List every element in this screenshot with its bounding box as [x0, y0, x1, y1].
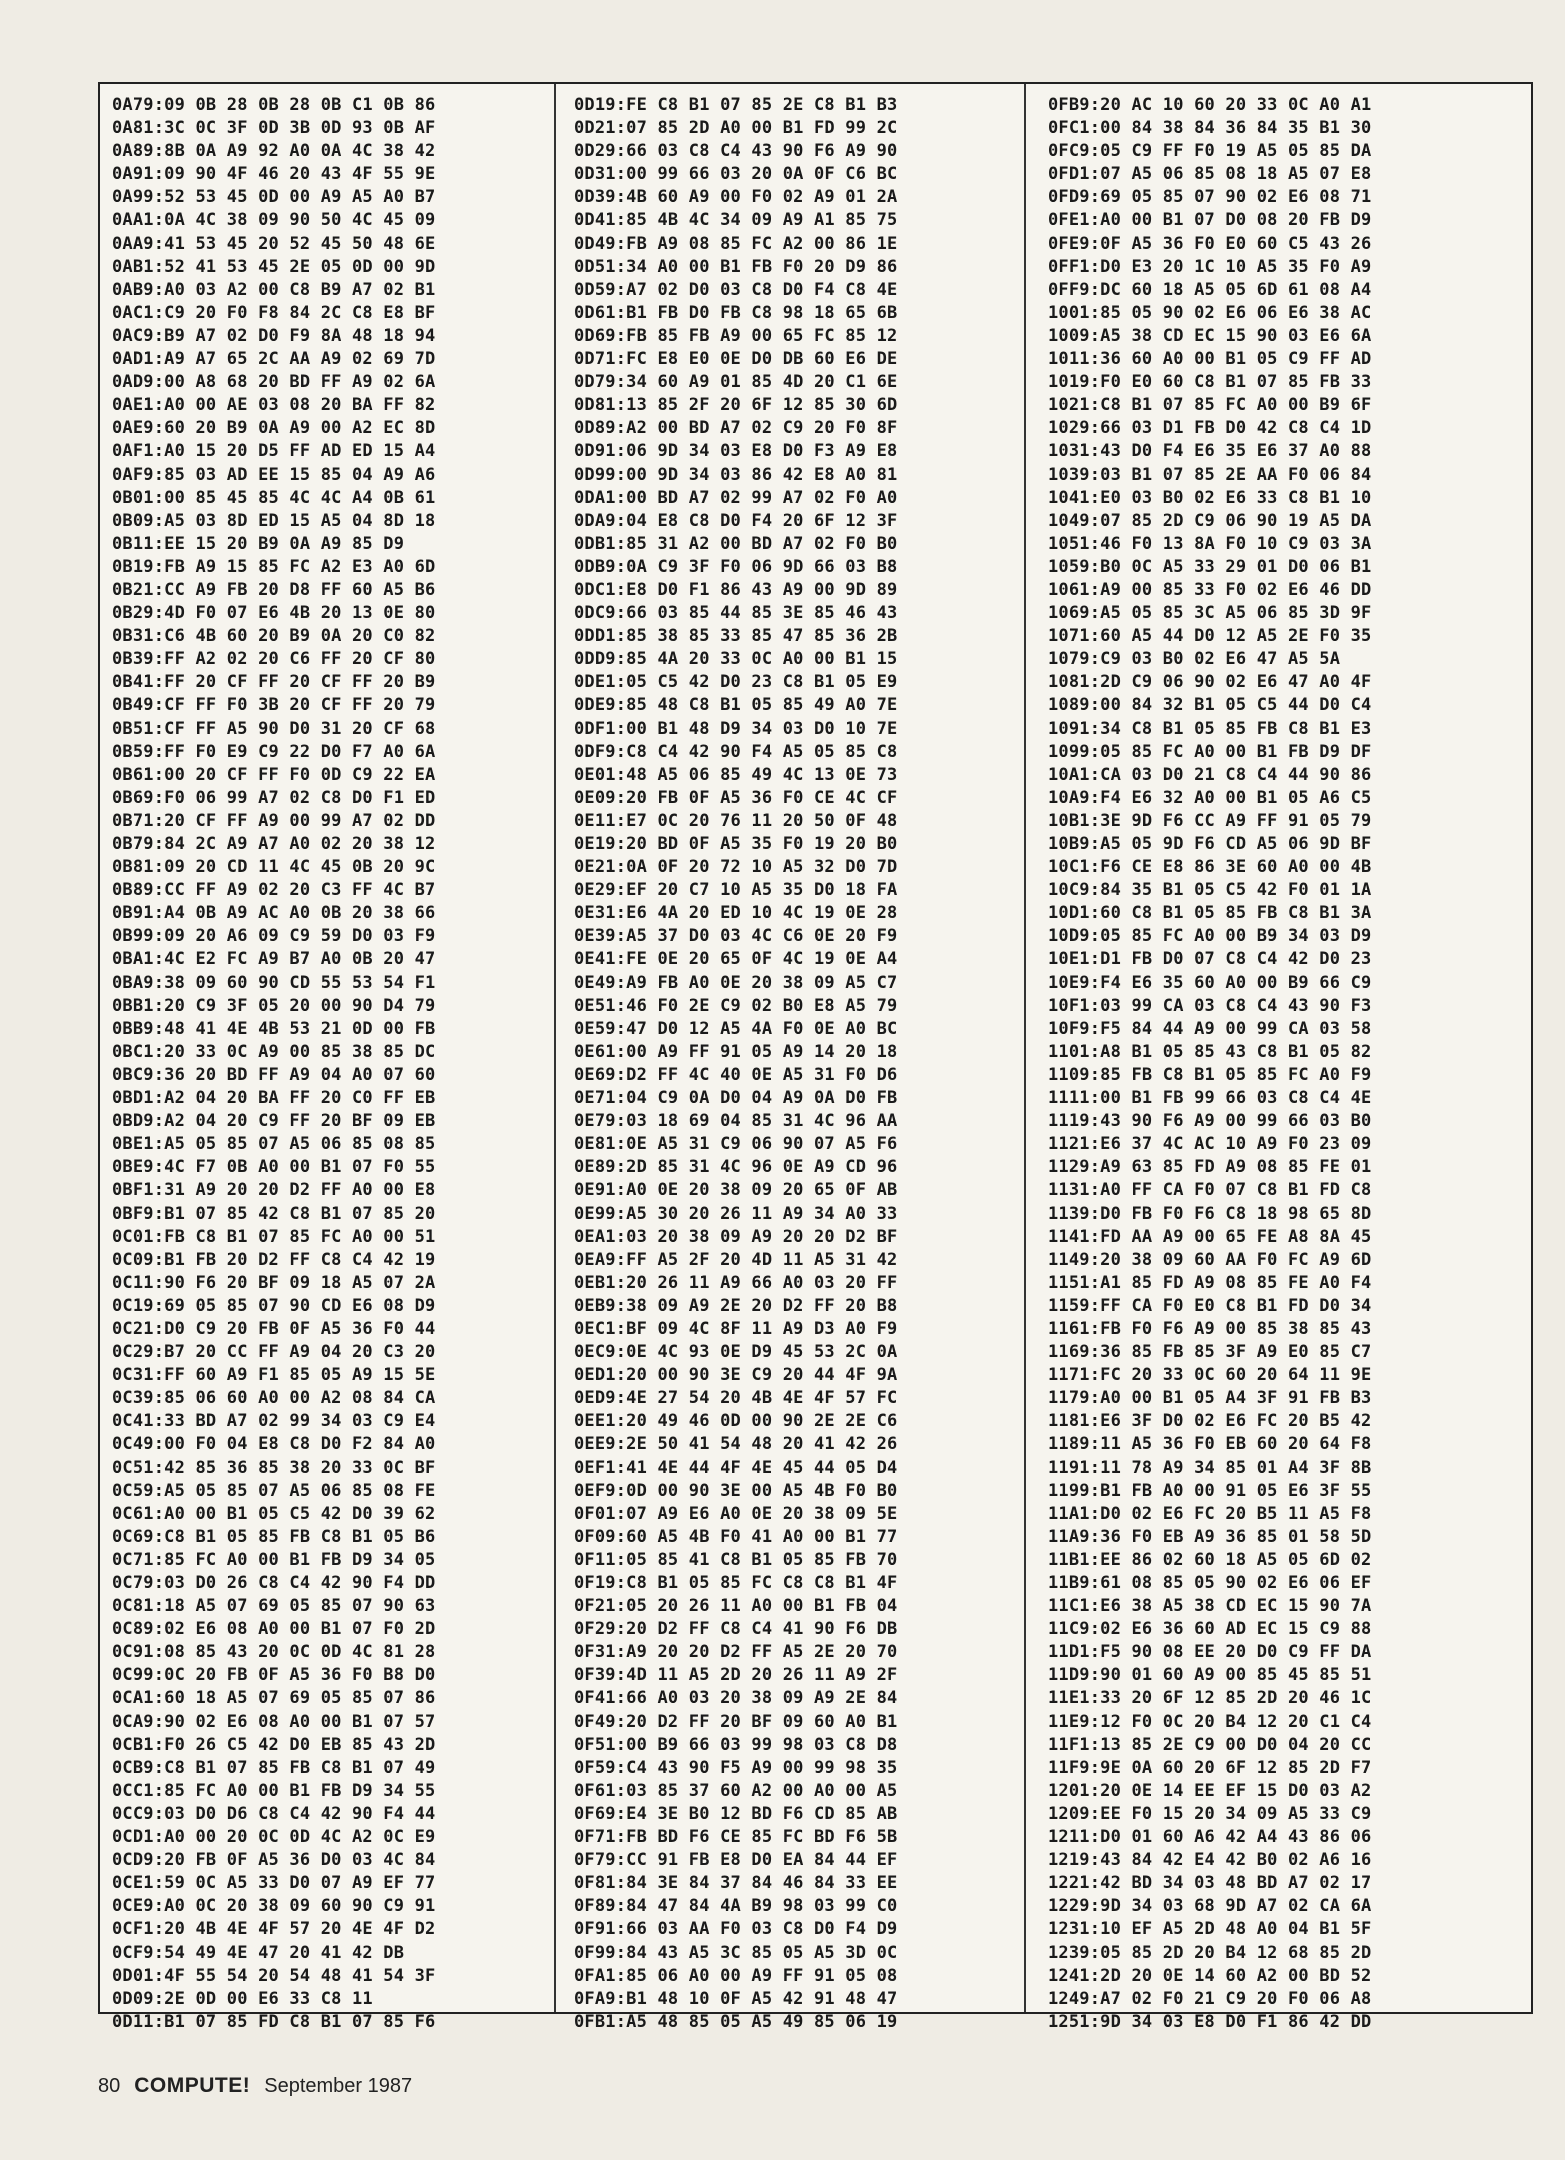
- listing-line: 0EE1:20 49 46 0D 00 90 2E 2E C6: [574, 1411, 898, 1432]
- listing-line: 0A89:8B 0A A9 92 A0 0A 4C 38 42: [112, 141, 436, 162]
- listing-line: 0EF1:41 4E 44 4F 4E 45 44 05 D4: [574, 1457, 898, 1478]
- listing-line: 0DA1:00 BD A7 02 99 A7 02 F0 A0: [574, 487, 898, 508]
- listing-line: 0F41:66 A0 03 20 38 09 A9 2E 84: [574, 1688, 898, 1709]
- listing-line: 0BE1:A5 05 85 07 A5 06 85 08 85: [112, 1134, 436, 1155]
- listing-line: 0ED9:4E 27 54 20 4B 4E 4F 57 FC: [574, 1388, 898, 1409]
- listing-line: 0EB1:20 26 11 A9 66 A0 03 20 FF: [574, 1272, 898, 1293]
- page-footer: [98, 2074, 412, 2098]
- listing-line: 10E9:F4 E6 35 60 A0 00 B9 66 C9: [1048, 972, 1372, 993]
- listing-line: 0E49:A9 FB A0 0E 20 38 09 A5 C7: [574, 972, 898, 993]
- listing-line: 0F19:C8 B1 05 85 FC C8 C8 B1 4F: [574, 1573, 898, 1593]
- listing-line: 0AA1:0A 4C 38 09 90 50 4C 45 09: [112, 210, 436, 231]
- listing-line: 11F1:13 85 2E C9 00 D0 04 20 CC: [1048, 1734, 1372, 1755]
- listing-line: 10E1:D1 FB D0 07 C8 C4 42 D0 23: [1048, 949, 1372, 970]
- listing-line: 0D19:FE C8 B1 07 85 2E C8 B1 B3: [574, 95, 898, 115]
- listing-line: 0E51:46 F0 2E C9 02 B0 E8 A5 79: [574, 995, 898, 1016]
- listing-line: 0FC1:00 84 38 84 36 84 35 B1 30: [1048, 118, 1372, 139]
- listing-line: 0D09:2E 0D 00 E6 33 C8 11: [112, 1988, 373, 2009]
- listing-line: 1241:2D 20 0E 14 60 A2 00 BD 52: [1048, 1965, 1372, 1986]
- listing-line: 0DC1:E8 D0 F1 86 43 A9 00 9D 89: [574, 579, 898, 600]
- listing-line: 1151:A1 85 FD A9 08 85 FE A0 F4: [1048, 1272, 1372, 1293]
- listing-line: 1209:EE F0 15 20 34 09 A5 33 C9: [1048, 1803, 1372, 1824]
- listing-line: 0E99:A5 30 20 26 11 A9 34 A0 33: [574, 1203, 898, 1224]
- listing-line: 0CD1:A0 00 20 0C 0D 4C A2 0C E9: [112, 1827, 436, 1848]
- listing-line: 0D11:B1 07 85 FD C8 B1 07 85 F6: [112, 2011, 436, 2032]
- listing-line: 0BA1:4C E2 FC A9 B7 A0 0B 20 47: [112, 949, 436, 970]
- listing-line: 0DF9:C8 C4 42 90 F4 A5 05 85 C8: [574, 741, 898, 762]
- listing-line: 0DB1:85 31 A2 00 BD A7 02 F0 B0: [574, 533, 898, 554]
- listing-line: 0CB9:C8 B1 07 85 FB C8 B1 07 49: [112, 1757, 436, 1778]
- listing-line: 0BD1:A2 04 20 BA FF 20 C0 FF EB: [112, 1088, 436, 1109]
- listing-line: 0B61:00 20 CF FF F0 0D C9 22 EA: [112, 764, 436, 785]
- listing-line: 11C9:02 E6 36 60 AD EC 15 C9 88: [1048, 1619, 1372, 1640]
- listing-line: 1249:A7 02 F0 21 C9 20 F0 06 A8: [1048, 1988, 1372, 2009]
- listing-line: 0D99:00 9D 34 03 86 42 E8 A0 81: [574, 464, 898, 485]
- listing-line: 1219:43 84 42 E4 42 B0 02 A6 16: [1048, 1850, 1372, 1871]
- listing-line: 0F91:66 03 AA F0 03 C8 D0 F4 D9: [574, 1919, 898, 1940]
- listing-line: 0B51:CF FF A5 90 D0 31 20 CF 68: [112, 718, 436, 739]
- listing-line: 1131:A0 FF CA F0 07 C8 B1 FD C8: [1048, 1180, 1372, 1201]
- listing-line: 0AC9:B9 A7 02 D0 F9 8A 48 18 94: [112, 325, 436, 346]
- listing-line: 0F89:84 47 84 4A B9 98 03 99 C0: [574, 1896, 898, 1917]
- listing-line: 0AF1:A0 15 20 D5 FF AD ED 15 A4: [112, 441, 436, 462]
- listing-line: 0D29:66 03 C8 C4 43 90 F6 A9 90: [574, 141, 898, 162]
- listing-line: 0E59:47 D0 12 A5 4A F0 0E A0 BC: [574, 1018, 898, 1039]
- listing-line: 0CE9:A0 0C 20 38 09 60 90 C9 91: [112, 1896, 436, 1917]
- listing-line: 0B29:4D F0 07 E6 4B 20 13 0E 80: [112, 603, 436, 624]
- listing-line: 10A1:CA 03 D0 21 C8 C4 44 90 86: [1048, 764, 1372, 785]
- listing-line: 0F99:84 43 A5 3C 85 05 A5 3D 0C: [574, 1942, 898, 1963]
- listing-line: 0C39:85 06 60 A0 00 A2 08 84 CA: [112, 1388, 436, 1409]
- listing-line: 0D79:34 60 A9 01 85 4D 20 C1 6E: [574, 372, 898, 393]
- listing-line: 0B79:84 2C A9 A7 A0 02 20 38 12: [112, 834, 436, 854]
- listing-line: 0C19:69 05 85 07 90 CD E6 08 D9: [112, 1295, 436, 1316]
- listing-line: 0E29:EF 20 C7 10 A5 35 D0 18 FA: [574, 880, 898, 901]
- listing-line: 0FE1:A0 00 B1 07 D0 08 20 FB D9: [1048, 210, 1372, 231]
- listing-line: 0F59:C4 43 90 F5 A9 00 99 98 35: [574, 1757, 898, 1778]
- listing-line: 0D49:FB A9 08 85 FC A2 00 86 1E: [574, 233, 898, 254]
- listing-line: 0D91:06 9D 34 03 E8 D0 F3 A9 E8: [574, 441, 898, 462]
- listing-line: 0F81:84 3E 84 37 84 46 84 33 EE: [574, 1873, 898, 1894]
- listing-line: 0B89:CC FF A9 02 20 C3 FF 4C B7: [112, 880, 436, 901]
- listing-line: 0BF9:B1 07 85 42 C8 B1 07 85 20: [112, 1203, 436, 1224]
- listing-line: 0FB9:20 AC 10 60 20 33 0C A0 A1: [1048, 95, 1372, 115]
- listing-line: 0D51:34 A0 00 B1 FB F0 20 D9 86: [574, 256, 898, 277]
- listing-line: 0C51:42 85 36 85 38 20 33 0C BF: [112, 1457, 436, 1478]
- listing-line: 1251:9D 34 03 E8 D0 F1 86 42 DD: [1048, 2011, 1372, 2032]
- listing-line: 1099:05 85 FC A0 00 B1 FB D9 DF: [1048, 741, 1372, 762]
- listing-line: 10C1:F6 CE E8 86 3E 60 A0 00 4B: [1048, 857, 1372, 878]
- listing-line: 0C71:85 FC A0 00 B1 FB D9 34 05: [112, 1549, 436, 1570]
- listing-line: 0B11:EE 15 20 B9 0A A9 85 D9: [112, 533, 405, 554]
- listing-line: 0DF1:00 B1 48 D9 34 03 D0 10 7E: [574, 718, 898, 739]
- listing-line: 0F69:E4 3E B0 12 BD F6 CD 85 AB: [574, 1803, 898, 1824]
- listing-line: 0EA9:FF A5 2F 20 4D 11 A5 31 42: [574, 1249, 898, 1270]
- listing-line: 11F9:9E 0A 60 20 6F 12 85 2D F7: [1048, 1757, 1372, 1778]
- listing-line: 0CE1:59 0C A5 33 D0 07 A9 EF 77: [112, 1873, 436, 1894]
- listing-line: 1119:43 90 F6 A9 00 99 66 03 B0: [1048, 1111, 1372, 1132]
- listing-line: 10D9:05 85 FC A0 00 B9 34 03 D9: [1048, 926, 1372, 947]
- listing-line: 0D39:4B 60 A9 00 F0 02 A9 01 2A: [574, 187, 898, 208]
- listing-line: 0AE9:60 20 B9 0A A9 00 A2 EC 8D: [112, 418, 436, 439]
- listing-line: 0BC1:20 33 0C A9 00 85 38 85 DC: [112, 1041, 436, 1062]
- listing-line: 0CC9:03 D0 D6 C8 C4 42 90 F4 44: [112, 1803, 436, 1824]
- listing-line: 0B91:A4 0B A9 AC A0 0B 20 38 66: [112, 903, 436, 924]
- listing-line: 11D9:90 01 60 A9 00 85 45 85 51: [1048, 1665, 1372, 1686]
- listing-line: 0E31:E6 4A 20 ED 10 4C 19 0E 28: [574, 903, 898, 924]
- listing-line: 1021:C8 B1 07 85 FC A0 00 B9 6F: [1048, 395, 1372, 416]
- listing-line: 1171:FC 20 33 0C 60 20 64 11 9E: [1048, 1365, 1372, 1386]
- listing-line: 1029:66 03 D1 FB D0 42 C8 C4 1D: [1048, 418, 1372, 439]
- listing-line: 0DD1:85 38 85 33 85 47 85 36 2B: [574, 626, 898, 647]
- listing-line: 0FF1:D0 E3 20 1C 10 A5 35 F0 A9: [1048, 256, 1372, 277]
- listing-line: 0AD9:00 A8 68 20 BD FF A9 02 6A: [112, 372, 436, 393]
- listing-line: 1149:20 38 09 60 AA F0 FC A9 6D: [1048, 1249, 1372, 1270]
- listing-line: 0E81:0E A5 31 C9 06 90 07 A5 F6: [574, 1134, 898, 1155]
- listing-line: 10B1:3E 9D F6 CC A9 FF 91 05 79: [1048, 810, 1372, 831]
- listing-line: 0F11:05 85 41 C8 B1 05 85 FB 70: [574, 1549, 898, 1570]
- listing-line: 1091:34 C8 B1 05 85 FB C8 B1 E3: [1048, 718, 1372, 739]
- listing-line: 0D61:B1 FB D0 FB C8 98 18 65 6B: [574, 302, 898, 323]
- listing-line: 0B71:20 CF FF A9 00 99 A7 02 DD: [112, 810, 436, 831]
- listing-line: 0DE9:85 48 C8 B1 05 85 49 A0 7E: [574, 695, 898, 716]
- listing-line: 1159:FF CA F0 E0 C8 B1 FD D0 34: [1048, 1295, 1372, 1316]
- listing-line: 0E89:2D 85 31 4C 96 0E A9 CD 96: [574, 1157, 898, 1178]
- listing-line: 1221:42 BD 34 03 48 BD A7 02 17: [1048, 1873, 1372, 1894]
- listing-line: 0E61:00 A9 FF 91 05 A9 14 20 18: [574, 1041, 898, 1062]
- listing-line: 0CA1:60 18 A5 07 69 05 85 07 86: [112, 1688, 436, 1709]
- listing-line: 1081:2D C9 06 90 02 E6 47 A0 4F: [1048, 672, 1372, 693]
- listing-line: 0F31:A9 20 20 D2 FF A5 2E 20 70: [574, 1642, 898, 1663]
- listing-line: 11A9:36 F0 EB A9 36 85 01 58 5D: [1048, 1526, 1372, 1547]
- listing-line: 0F51:00 B9 66 03 99 98 03 C8 D8: [574, 1734, 898, 1755]
- listing-line: 1169:36 85 FB 85 3F A9 E0 85 C7: [1048, 1342, 1372, 1363]
- listing-line: 0DE1:05 C5 42 D0 23 C8 B1 05 E9: [574, 672, 898, 693]
- listing-line: 0AD1:A9 A7 65 2C AA A9 02 69 7D: [112, 349, 436, 370]
- listing-line: 1051:46 F0 13 8A F0 10 C9 03 3A: [1048, 533, 1372, 554]
- listing-line: 0CC1:85 FC A0 00 B1 FB D9 34 55: [112, 1780, 436, 1801]
- listing-line: 0ED1:20 00 90 3E C9 20 44 4F 9A: [574, 1365, 898, 1386]
- listing-line: 0FD9:69 05 85 07 90 02 E6 08 71: [1048, 187, 1372, 208]
- listing-column-1: [100, 84, 556, 2032]
- listing-line: 1061:A9 00 85 33 F0 02 E6 46 DD: [1048, 579, 1372, 600]
- listing-line: 0DD9:85 4A 20 33 0C A0 00 B1 15: [574, 649, 898, 670]
- listing-line: 1129:A9 63 85 FD A9 08 85 FE 01: [1048, 1157, 1372, 1178]
- listing-line: 0F39:4D 11 A5 2D 20 26 11 A9 2F: [574, 1665, 898, 1686]
- listing-line: 0C89:02 E6 08 A0 00 B1 07 F0 2D: [112, 1619, 436, 1640]
- listing-line: 0E01:48 A5 06 85 49 4C 13 0E 73: [574, 764, 898, 785]
- listing-line: 0BC9:36 20 BD FF A9 04 A0 07 60: [112, 1064, 436, 1085]
- listing-line: 0B19:FB A9 15 85 FC A2 E3 A0 6D: [112, 556, 436, 577]
- listing-line: 11E9:12 F0 0C 20 B4 12 20 C1 C4: [1048, 1711, 1372, 1732]
- listing-line: 0E11:E7 0C 20 76 11 20 50 0F 48: [574, 810, 898, 831]
- listing-line: 0B01:00 85 45 85 4C 4C A4 0B 61: [112, 487, 436, 508]
- listing-line: 0B39:FF A2 02 20 C6 FF 20 CF 80: [112, 649, 436, 670]
- listing-line: 0BB9:48 41 4E 4B 53 21 0D 00 FB: [112, 1018, 436, 1039]
- listing-line: 1009:A5 38 CD EC 15 90 03 E6 6A: [1048, 325, 1372, 346]
- listing-line: 0D41:85 4B 4C 34 09 A9 A1 85 75: [574, 210, 898, 231]
- listing-line: 1231:10 EF A5 2D 48 A0 04 B1 5F: [1048, 1919, 1372, 1940]
- listing-line: 0C31:FF 60 A9 F1 85 05 A9 15 5E: [112, 1365, 436, 1386]
- listing-line: 0D31:00 99 66 03 20 0A 0F C6 BC: [574, 164, 898, 185]
- listing-line: 11B1:EE 86 02 60 18 A5 05 6D 02: [1048, 1549, 1372, 1570]
- listing-line: 0C99:0C 20 FB 0F A5 36 F0 B8 D0: [112, 1665, 436, 1686]
- listing-line: 1019:F0 E0 60 C8 B1 07 85 FB 33: [1048, 372, 1372, 393]
- listing-line: 1109:85 FB C8 B1 05 85 FC A0 F9: [1048, 1064, 1372, 1085]
- listing-line: 1089:00 84 32 B1 05 C5 44 D0 C4: [1048, 695, 1372, 716]
- listing-line: 1041:E0 03 B0 02 E6 33 C8 B1 10: [1048, 487, 1372, 508]
- listing-line: 0DC9:66 03 85 44 85 3E 85 46 43: [574, 603, 898, 624]
- listing-line: 0F09:60 A5 4B F0 41 A0 00 B1 77: [574, 1526, 898, 1547]
- listing-column-3: [1026, 84, 1533, 2032]
- listing-line: 0AE1:A0 00 AE 03 08 20 BA FF 82: [112, 395, 436, 416]
- listing-line: 0AC1:C9 20 F0 F8 84 2C C8 E8 BF: [112, 302, 436, 323]
- listing-line: 0C81:18 A5 07 69 05 85 07 90 63: [112, 1596, 436, 1617]
- listing-line: 0B81:09 20 CD 11 4C 45 0B 20 9C: [112, 857, 436, 878]
- listing-line: 0B99:09 20 A6 09 C9 59 D0 03 F9: [112, 926, 436, 947]
- listing-line: 0C69:C8 B1 05 85 FB C8 B1 05 B6: [112, 1526, 436, 1547]
- listing-line: 0DA9:04 E8 C8 D0 F4 20 6F 12 3F: [574, 510, 898, 531]
- listing-line: 11C1:E6 38 A5 38 CD EC 15 90 7A: [1048, 1596, 1372, 1617]
- listing-line: 0D71:FC E8 E0 0E D0 DB 60 E6 DE: [574, 349, 898, 370]
- listing-line: 0C49:00 F0 04 E8 C8 D0 F2 84 A0: [112, 1434, 436, 1455]
- listing-line: 0F21:05 20 26 11 A0 00 B1 FB 04: [574, 1596, 898, 1617]
- listing-column-2: [556, 84, 1026, 2032]
- listing-line: 11E1:33 20 6F 12 85 2D 20 46 1C: [1048, 1688, 1372, 1709]
- listing-line: 0E91:A0 0E 20 38 09 20 65 0F AB: [574, 1180, 898, 1201]
- listing-line: 0B31:C6 4B 60 20 B9 0A 20 C0 82: [112, 626, 436, 647]
- listing-line: 0B49:CF FF F0 3B 20 CF FF 20 79: [112, 695, 436, 716]
- listing-line: 0A91:09 90 4F 46 20 43 4F 55 9E: [112, 164, 436, 185]
- listing-line: 0FF9:DC 60 18 A5 05 6D 61 08 A4: [1048, 279, 1372, 300]
- listing-line: 0C79:03 D0 26 C8 C4 42 90 F4 DD: [112, 1573, 436, 1593]
- listing-line: 0B09:A5 03 8D ED 15 A5 04 8D 18: [112, 510, 436, 531]
- listing-line: 1001:85 05 90 02 E6 06 E6 38 AC: [1048, 302, 1372, 323]
- listing-line: 0A81:3C 0C 3F 0D 3B 0D 93 0B AF: [112, 118, 436, 139]
- listing-line: 0F79:CC 91 FB E8 D0 EA 84 44 EF: [574, 1850, 898, 1871]
- listing-line: 10F9:F5 84 44 A9 00 99 CA 03 58: [1048, 1018, 1372, 1039]
- listing-line: 0FB1:A5 48 85 05 A5 49 85 06 19: [574, 2011, 898, 2032]
- listing-line: 0CA9:90 02 E6 08 A0 00 B1 07 57: [112, 1711, 436, 1732]
- listing-line: 0BD9:A2 04 20 C9 FF 20 BF 09 EB: [112, 1111, 436, 1132]
- issue-date: September 1987: [264, 2075, 413, 2097]
- listing-line: 0EC1:BF 09 4C 8F 11 A9 D3 A0 F9: [574, 1318, 898, 1339]
- listing-line: 0C11:90 F6 20 BF 09 18 A5 07 2A: [112, 1272, 436, 1293]
- listing-line: 1179:A0 00 B1 05 A4 3F 91 FB B3: [1048, 1388, 1372, 1409]
- listing-line: 0EE9:2E 50 41 54 48 20 41 42 26: [574, 1434, 898, 1455]
- listing-line: 11D1:F5 90 08 EE 20 D0 C9 FF DA: [1048, 1642, 1372, 1663]
- listing-line: 1011:36 60 A0 00 B1 05 C9 FF AD: [1048, 349, 1372, 370]
- listing-line: 0F29:20 D2 FF C8 C4 41 90 F6 DB: [574, 1619, 898, 1640]
- listing-line: 0DB9:0A C9 3F F0 06 9D 66 03 B8: [574, 556, 898, 577]
- listing-line: 1201:20 0E 14 EE EF 15 D0 03 A2: [1048, 1780, 1372, 1801]
- listing-line: 0C21:D0 C9 20 FB 0F A5 36 F0 44: [112, 1318, 436, 1339]
- listing-line: 0B21:CC A9 FB 20 D8 FF 60 A5 B6: [112, 579, 436, 600]
- listing-line: 0E09:20 FB 0F A5 36 F0 CE 4C CF: [574, 787, 898, 808]
- listing-line: 0A99:52 53 45 0D 00 A9 A5 A0 B7: [112, 187, 436, 208]
- listing-line: 1031:43 D0 F4 E6 35 E6 37 A0 88: [1048, 441, 1372, 462]
- listing-line: 0D59:A7 02 D0 03 C8 D0 F4 C8 4E: [574, 279, 898, 300]
- listing-line: 10A9:F4 E6 32 A0 00 B1 05 A6 C5: [1048, 787, 1372, 808]
- listing-line: 0D81:13 85 2F 20 6F 12 85 30 6D: [574, 395, 898, 416]
- page-number: 80: [98, 2075, 121, 2097]
- listing-line: 0E69:D2 FF 4C 40 0E A5 31 F0 D6: [574, 1064, 898, 1085]
- listing-line: 10B9:A5 05 9D F6 CD A5 06 9D BF: [1048, 834, 1372, 854]
- listing-line: 0BB1:20 C9 3F 05 20 00 90 D4 79: [112, 995, 436, 1016]
- listing-line: 11B9:61 08 85 05 90 02 E6 06 EF: [1048, 1573, 1372, 1593]
- listing-line: 0FE9:0F A5 36 F0 E0 60 C5 43 26: [1048, 233, 1372, 254]
- listing-line: 1101:A8 B1 05 85 43 C8 B1 05 82: [1048, 1041, 1372, 1062]
- listing-line: 1121:E6 37 4C AC 10 A9 F0 23 09: [1048, 1134, 1372, 1155]
- listing-line: 0B41:FF 20 CF FF 20 CF FF 20 B9: [112, 672, 436, 693]
- listing-line: 0C09:B1 FB 20 D2 FF C8 C4 42 19: [112, 1249, 436, 1270]
- listing-line: 10D1:60 C8 B1 05 85 FB C8 B1 3A: [1048, 903, 1372, 924]
- listing-line: 0E39:A5 37 D0 03 4C C6 0E 20 F9: [574, 926, 898, 947]
- listing-line: 0CF1:20 4B 4E 4F 57 20 4E 4F D2: [112, 1919, 436, 1940]
- listing-line: 1191:11 78 A9 34 85 01 A4 3F 8B: [1048, 1457, 1372, 1478]
- listing-line: 0D01:4F 55 54 20 54 48 41 54 3F: [112, 1965, 436, 1986]
- listing-line: 1239:05 85 2D 20 B4 12 68 85 2D: [1048, 1942, 1372, 1963]
- listing-line: 0E41:FE 0E 20 65 0F 4C 19 0E A4: [574, 949, 898, 970]
- listing-line: 0C59:A5 05 85 07 A5 06 85 08 FE: [112, 1480, 436, 1501]
- listing-line: 1039:03 B1 07 85 2E AA F0 06 84: [1048, 464, 1372, 485]
- listing-line: 0F01:07 A9 E6 A0 0E 20 38 09 5E: [574, 1503, 898, 1524]
- listing-line: 0AA9:41 53 45 20 52 45 50 48 6E: [112, 233, 436, 254]
- listing-line: 0E21:0A 0F 20 72 10 A5 32 D0 7D: [574, 857, 898, 878]
- magazine-name: COMPUTE!: [134, 2074, 251, 2097]
- listing-line: 0FA1:85 06 A0 00 A9 FF 91 05 08: [574, 1965, 898, 1986]
- listing-line: 1071:60 A5 44 D0 12 A5 2E F0 35: [1048, 626, 1372, 647]
- listing-line: 1059:B0 0C A5 33 29 01 D0 06 B1: [1048, 556, 1372, 577]
- listing-line: 1229:9D 34 03 68 9D A7 02 CA 6A: [1048, 1896, 1372, 1917]
- listing-line: 1079:C9 03 B0 02 E6 47 A5 5A: [1048, 649, 1341, 670]
- listing-line: 1189:11 A5 36 F0 EB 60 20 64 F8: [1048, 1434, 1372, 1455]
- listing-line: 0D89:A2 00 BD A7 02 C9 20 F0 8F: [574, 418, 898, 439]
- listing-line: 11A1:D0 02 E6 FC 20 B5 11 A5 F8: [1048, 1503, 1372, 1524]
- listing-line: 0C01:FB C8 B1 07 85 FC A0 00 51: [112, 1226, 436, 1247]
- listing-line: 0E19:20 BD 0F A5 35 F0 19 20 B0: [574, 834, 898, 854]
- listing-line: 1139:D0 FB F0 F6 C8 18 98 65 8D: [1048, 1203, 1372, 1224]
- listing-line: 0BE9:4C F7 0B A0 00 B1 07 F0 55: [112, 1157, 436, 1178]
- listing-line: 0FD1:07 A5 06 85 08 18 A5 07 E8: [1048, 164, 1372, 185]
- listing-line: 0FC9:05 C9 FF F0 19 A5 05 85 DA: [1048, 141, 1372, 162]
- listing-line: 0EF9:0D 00 90 3E 00 A5 4B F0 B0: [574, 1480, 898, 1501]
- listing-line: 0C61:A0 00 B1 05 C5 42 D0 39 62: [112, 1503, 436, 1524]
- listing-line: 0A79:09 0B 28 0B 28 0B C1 0B 86: [112, 95, 436, 115]
- listing-line: 1161:FB F0 F6 A9 00 85 38 85 43: [1048, 1318, 1372, 1339]
- listing-line: 0C41:33 BD A7 02 99 34 03 C9 E4: [112, 1411, 436, 1432]
- listing-line: 0CB1:F0 26 C5 42 D0 EB 85 43 2D: [112, 1734, 436, 1755]
- listing-line: 0BA9:38 09 60 90 CD 55 53 54 F1: [112, 972, 436, 993]
- listing-line: 1069:A5 05 85 3C A5 06 85 3D 9F: [1048, 603, 1372, 624]
- listing-line: 0C91:08 85 43 20 0C 0D 4C 81 28: [112, 1642, 436, 1663]
- listing-line: 0EC9:0E 4C 93 0E D9 45 53 2C 0A: [574, 1342, 898, 1363]
- listing-line: 0F61:03 85 37 60 A2 00 A0 00 A5: [574, 1780, 898, 1801]
- listing-line: 0CD9:20 FB 0F A5 36 D0 03 4C 84: [112, 1850, 436, 1871]
- listing-line: 0F71:FB BD F6 CE 85 FC BD F6 5B: [574, 1827, 898, 1848]
- listing-line: 0E71:04 C9 0A D0 04 A9 0A D0 FB: [574, 1088, 898, 1109]
- listing-line: 0B59:FF F0 E9 C9 22 D0 F7 A0 6A: [112, 741, 436, 762]
- listing-line: 0EB9:38 09 A9 2E 20 D2 FF 20 B8: [574, 1295, 898, 1316]
- listing-line: 0AB9:A0 03 A2 00 C8 B9 A7 02 B1: [112, 279, 436, 300]
- listing-line: 0B69:F0 06 99 A7 02 C8 D0 F1 ED: [112, 787, 436, 808]
- listing-line: 1049:07 85 2D C9 06 90 19 A5 DA: [1048, 510, 1372, 531]
- listing-line: 0BF1:31 A9 20 20 D2 FF A0 00 E8: [112, 1180, 436, 1201]
- listing-line: 0EA1:03 20 38 09 A9 20 20 D2 BF: [574, 1226, 898, 1247]
- listing-line: 0F49:20 D2 FF 20 BF 09 60 A0 B1: [574, 1711, 898, 1732]
- listing-line: 1211:D0 01 60 A6 42 A4 43 86 06: [1048, 1827, 1372, 1848]
- listing-line: 10C9:84 35 B1 05 C5 42 F0 01 1A: [1048, 880, 1372, 901]
- listing-line: 0E79:03 18 69 04 85 31 4C 96 AA: [574, 1111, 898, 1132]
- listing-line: 0C29:B7 20 CC FF A9 04 20 C3 20: [112, 1342, 436, 1363]
- listing-line: 0FA9:B1 48 10 0F A5 42 91 48 47: [574, 1988, 898, 2009]
- listing-line: 1181:E6 3F D0 02 E6 FC 20 B5 42: [1048, 1411, 1372, 1432]
- listing-line: 0CF9:54 49 4E 47 20 41 42 DB: [112, 1942, 405, 1963]
- listing-line: 10F1:03 99 CA 03 C8 C4 43 90 F3: [1048, 995, 1372, 1016]
- listing-line: 1141:FD AA A9 00 65 FE A8 8A 45: [1048, 1226, 1372, 1247]
- listing-line: 1111:00 B1 FB 99 66 03 C8 C4 4E: [1048, 1088, 1372, 1109]
- listing-line: 0D21:07 85 2D A0 00 B1 FD 99 2C: [574, 118, 898, 139]
- listing-line: 1199:B1 FB A0 00 91 05 E6 3F 55: [1048, 1480, 1372, 1501]
- listing-line: 0D69:FB 85 FB A9 00 65 FC 85 12: [574, 325, 898, 346]
- listing-line: 0AF9:85 03 AD EE 15 85 04 A9 A6: [112, 464, 436, 485]
- listing-line: 0AB1:52 41 53 45 2E 05 0D 00 9D: [112, 256, 436, 277]
- listing-frame: [98, 82, 1533, 2032]
